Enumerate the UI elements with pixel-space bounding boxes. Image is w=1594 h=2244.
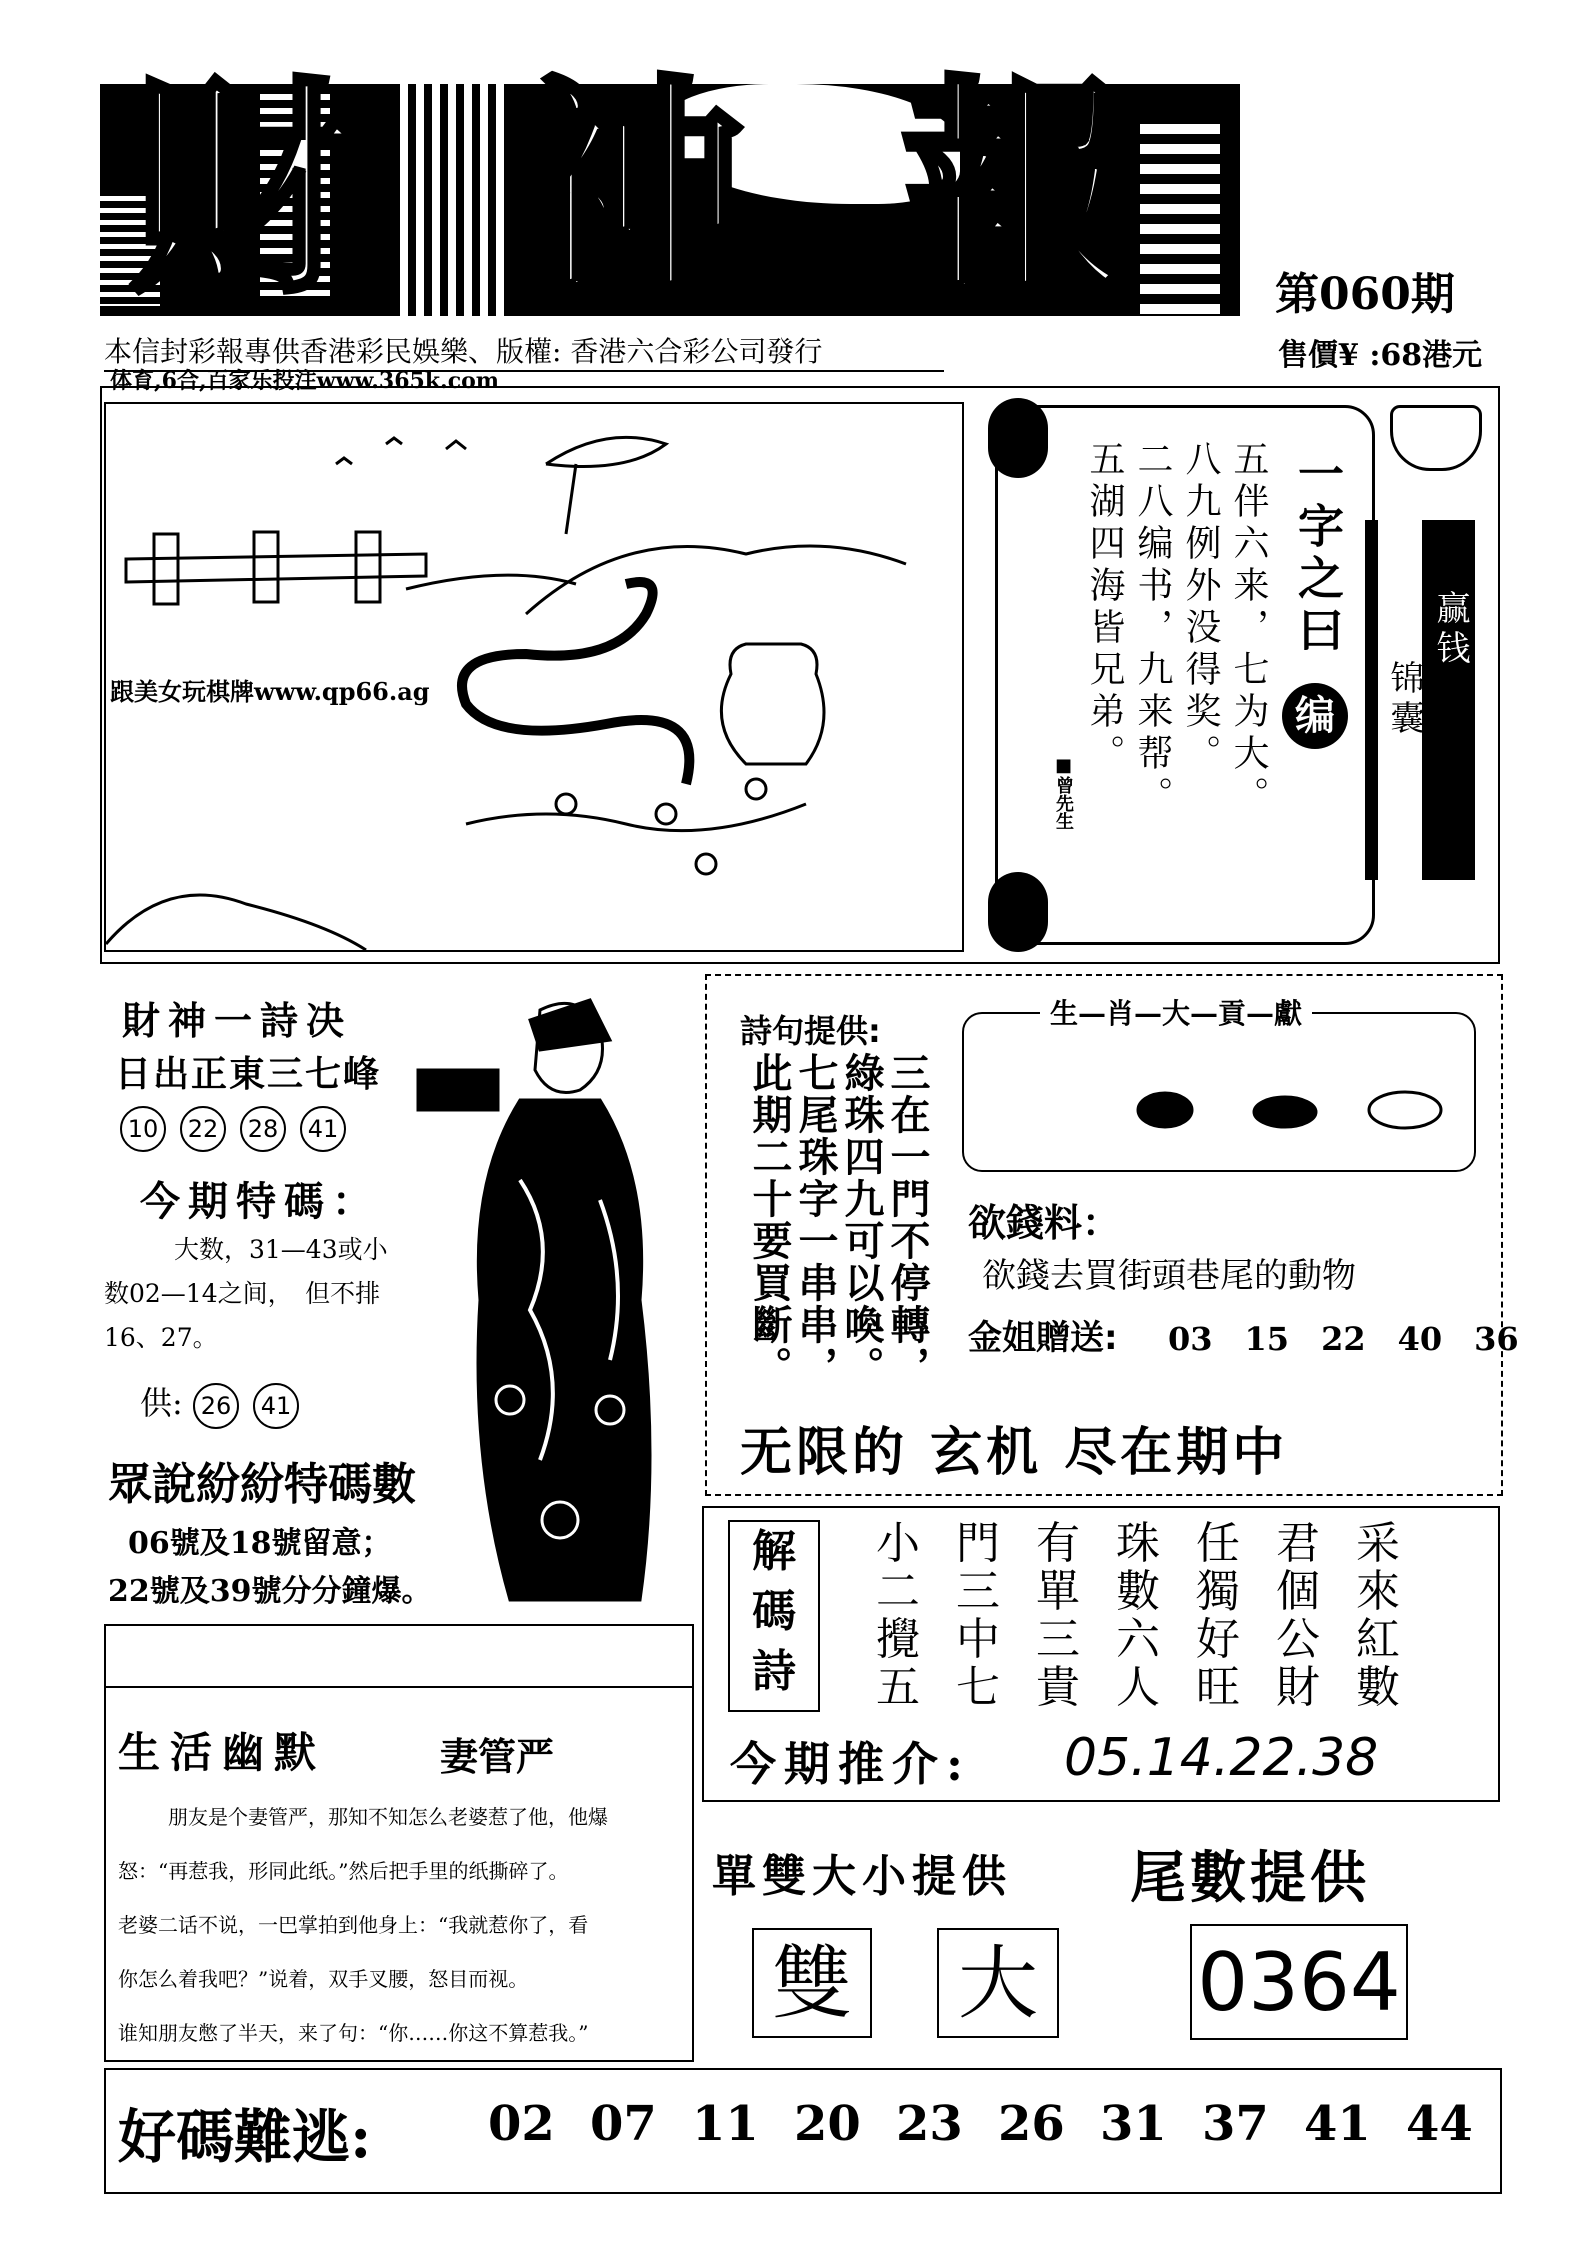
scroll-curl-top xyxy=(988,398,1048,478)
rat-icon xyxy=(1253,1096,1317,1128)
code-char: 六 xyxy=(1116,1614,1160,1665)
picture-panel xyxy=(104,402,964,952)
code-char: 人 xyxy=(1116,1662,1160,1713)
code-grid xyxy=(858,1520,1418,1712)
odd-even-value-2: 大 xyxy=(937,1928,1059,2038)
humor-header-strip xyxy=(106,1626,692,1688)
recommend-value: 05.14.22.38 xyxy=(1064,1728,1379,1788)
code-char: 七 xyxy=(956,1662,1000,1713)
footer-number: 37 xyxy=(1202,2096,1269,2152)
odd-even-label: 單雙大小提供 xyxy=(712,1851,1012,1902)
code-char: 三 xyxy=(1036,1614,1080,1665)
poem-column: 八九例外没得奖。 xyxy=(1180,440,1221,776)
footer-number: 07 xyxy=(590,2096,657,2152)
crowd-title: 眾說紛紛特碼數 xyxy=(108,1459,416,1510)
code-char: 來 xyxy=(1356,1566,1400,1617)
poem-column: 二八编书，九来帮。 xyxy=(1132,440,1173,818)
scroll-badge: 编 xyxy=(1282,683,1348,749)
humor-subtitle: 妻管严 xyxy=(440,1735,555,1779)
zodiac-title: 生—肖—大—貢—獻 xyxy=(1040,992,1312,1032)
footer-number: 31 xyxy=(1100,2096,1167,2152)
poem-numbers xyxy=(120,1106,360,1152)
code-char: 好 xyxy=(1196,1614,1240,1665)
fence-post xyxy=(254,532,278,602)
immortal-figure-illustration xyxy=(410,980,670,1620)
code-char: 貴 xyxy=(1036,1662,1080,1713)
tail-value: 0364 xyxy=(1190,1924,1408,2040)
footer-number: 41 xyxy=(1304,2096,1371,2152)
verse-columns xyxy=(720,1052,930,1388)
issue-number: 第060期 xyxy=(1275,269,1455,320)
code-char: 數 xyxy=(1116,1566,1160,1617)
branch-graphic xyxy=(466,804,806,831)
code-row xyxy=(858,1568,1418,1616)
poem-column: 五伴六来，七为大。 xyxy=(1228,440,1269,818)
code-char: 紅 xyxy=(1356,1614,1400,1665)
heading-char: 曰 xyxy=(1291,606,1345,658)
crowd-line-1: 06號及18號留意； xyxy=(128,1526,392,1561)
code-label-char: 碼 xyxy=(752,1586,796,1637)
humor-title: 生活幽默 xyxy=(118,1728,327,1777)
humor-line: 谁知朋友憋了半天，来了句：“你……你这不算惹我。” xyxy=(118,2021,589,2045)
code-char: 攪 xyxy=(876,1614,920,1665)
money-bag-icon xyxy=(1390,405,1482,471)
odd-even-value-1: 雙 xyxy=(752,1928,872,2038)
number-ball: 22 xyxy=(180,1106,226,1152)
poem-column: 五湖四海皆兄弟。 xyxy=(1084,440,1125,776)
verse-label: 詩句提供: xyxy=(740,1012,881,1050)
code-char: 獨 xyxy=(1196,1566,1240,1617)
notice-text: 本信封彩報專供香港彩民娛樂、版權: 香港六合彩公司發行 xyxy=(104,330,944,372)
code-label-char: 解 xyxy=(752,1526,796,1577)
code-char: 珠 xyxy=(1116,1518,1160,1569)
snake-graphic xyxy=(462,582,689,784)
tree-graphic xyxy=(546,437,666,534)
zodiac-animals xyxy=(1125,1078,1455,1142)
code-char: 五 xyxy=(876,1662,920,1713)
code-char: 有 xyxy=(1036,1518,1080,1569)
code-label xyxy=(728,1520,820,1712)
title-char: 神 xyxy=(514,55,745,325)
fence-post xyxy=(356,532,380,602)
number-ball: 26 xyxy=(193,1383,239,1429)
code-char: 公 xyxy=(1276,1614,1320,1665)
footer-number: 26 xyxy=(998,2096,1065,2152)
dragon-icon xyxy=(1137,1092,1193,1128)
footer-number: 11 xyxy=(692,2096,759,2152)
number-ball: 10 xyxy=(120,1106,166,1152)
verse-column: 綠珠四九可以喚。 xyxy=(838,1052,885,1388)
code-char: 二 xyxy=(876,1566,920,1617)
gift-label: 金姐贈送: xyxy=(968,1318,1118,1358)
money-title: 欲錢料： xyxy=(968,1201,1121,1245)
code-char: 旺 xyxy=(1196,1662,1240,1713)
special-title: 今期特碼： xyxy=(140,1178,380,1225)
crowd-line-2: 22號及39號分分鐘爆。 xyxy=(108,1574,432,1609)
poem-line: 日出正東三七峰 xyxy=(115,1053,382,1095)
verse-column: 七尾珠字一串串， xyxy=(792,1052,839,1388)
code-row xyxy=(858,1664,1418,1712)
scroll-graphic xyxy=(418,1070,498,1110)
poem-title: 財神一詩决 xyxy=(122,998,353,1043)
scroll-curl-bottom xyxy=(988,872,1048,952)
footer-numbers xyxy=(488,2096,1486,2152)
tail-label: 尾數提供 xyxy=(1130,1845,1370,1911)
code-row xyxy=(858,1616,1418,1664)
code-char: 采 xyxy=(1356,1518,1400,1569)
heading-char: 之 xyxy=(1291,554,1345,606)
vase-graphic xyxy=(721,644,824,764)
special-text: 大数，31—43或小数02—14之间， 但不排16、27。 xyxy=(104,1235,388,1352)
humor-line: 你怎么着我吧？”说着，双手叉腰，怒目而视。 xyxy=(118,1967,529,1991)
code-char: 數 xyxy=(1356,1662,1400,1713)
supply-row xyxy=(140,1378,313,1429)
humor-line: 怒：“再惹我，形同此纸。”然后把手里的纸撕碎了。 xyxy=(118,1859,569,1883)
ad-text: 体育,6合,百家乐投注www.365k.com xyxy=(110,368,500,394)
recommend-label: 今期推介: xyxy=(730,1737,971,1791)
heading-char: 字 xyxy=(1291,502,1345,554)
footer-label: 好碼難逃: xyxy=(118,2103,372,2171)
code-char: 任 xyxy=(1196,1518,1240,1569)
footer-number: 44 xyxy=(1406,2096,1473,2152)
ox-icon xyxy=(1369,1092,1441,1128)
hill-graphic xyxy=(526,546,906,614)
footer-number: 23 xyxy=(896,2096,963,2152)
money-text: 欲錢去買街頭巷尾的動物 xyxy=(982,1256,1356,1296)
number-ball: 41 xyxy=(253,1383,299,1429)
code-char: 三 xyxy=(956,1566,1000,1617)
title-char: 財 xyxy=(130,55,361,325)
scroll-signature: ■曾先生 xyxy=(1053,755,1074,830)
code-label-char: 詩 xyxy=(752,1646,796,1697)
robe-graphic xyxy=(478,1100,650,1600)
code-char: 小 xyxy=(876,1518,920,1569)
tassel-text-a: 赢钱 xyxy=(1430,590,1470,670)
humor-line: 朋友是个妻管严，那知不知怎么老婆惹了他，他爆 xyxy=(168,1805,608,1829)
slogan: 无限的 玄机 尽在期中 xyxy=(740,1423,1289,1483)
humor-text xyxy=(118,1790,688,2060)
scroll-heading xyxy=(1290,450,1346,658)
building-graphic xyxy=(1140,124,1220,316)
code-char: 君 xyxy=(1276,1518,1320,1569)
code-row xyxy=(858,1520,1418,1568)
scroll-poem xyxy=(1080,440,1272,860)
heading-char: 一 xyxy=(1291,450,1345,502)
birds-graphic xyxy=(336,438,466,464)
fence-post xyxy=(154,534,178,604)
tassel-text-b: 锦囊 xyxy=(1384,660,1424,740)
footer-number: 20 xyxy=(794,2096,861,2152)
code-char: 門 xyxy=(956,1518,1000,1569)
code-char: 財 xyxy=(1276,1662,1320,1713)
picture-caption: 跟美女玩棋牌www.qp66.ag xyxy=(110,677,430,706)
verse-column: 此期二十要買斷。 xyxy=(746,1052,793,1388)
humor-line: 老婆二话不说，一巴掌拍到他身上：“我就惹你了，看 xyxy=(118,1913,589,1937)
gift-numbers: 03 15 22 40 36 xyxy=(1168,1320,1519,1358)
supply-label: 供: xyxy=(140,1384,183,1422)
masthead-title xyxy=(130,55,1130,325)
number-ball: 28 xyxy=(240,1106,286,1152)
footer-number: 02 xyxy=(488,2096,555,2152)
rock-graphic xyxy=(106,895,366,950)
price-text: 售價¥ :68港元 xyxy=(1278,338,1483,373)
code-char: 個 xyxy=(1276,1566,1320,1617)
code-char: 單 xyxy=(1036,1566,1080,1617)
hill-graphic xyxy=(406,575,576,589)
title-char: 報 xyxy=(899,55,1130,325)
number-ball: 41 xyxy=(300,1106,346,1152)
verse-column: 三在一門不停轉， xyxy=(884,1052,931,1388)
code-char: 中 xyxy=(956,1614,1000,1665)
